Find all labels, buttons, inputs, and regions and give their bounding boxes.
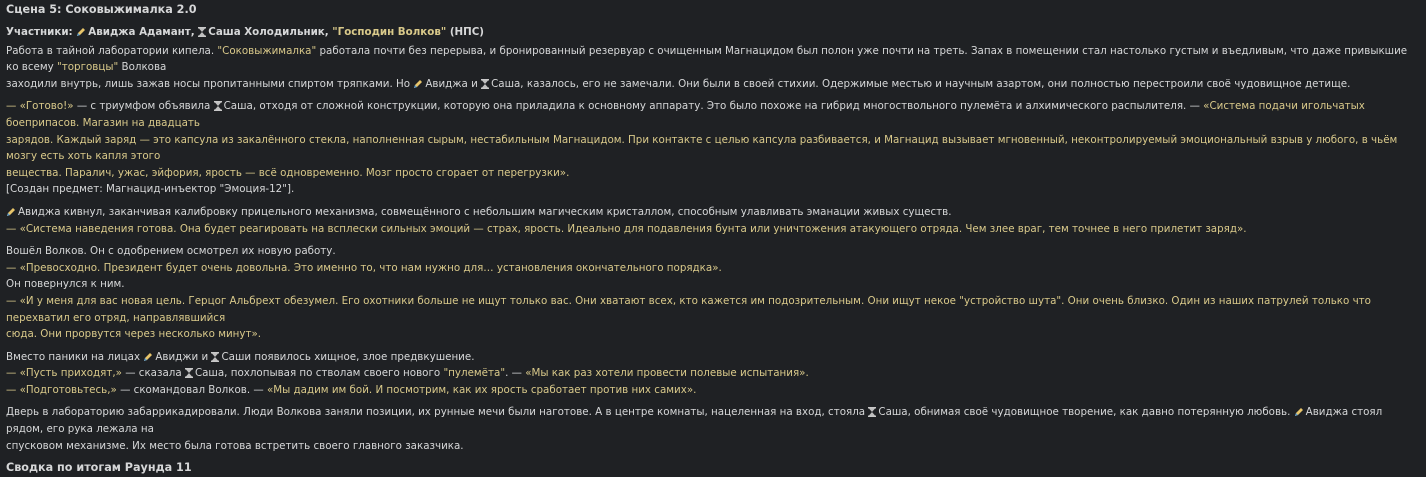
quote-line: вещества. Паралич, ужас, эйфория, ярость — всё одновременно. Мозг просто сгорает от перегрузки».: [6, 166, 570, 179]
text-run: Саши появилось хищное, злое предвкушение.: [221, 350, 475, 363]
text-line: спусковом механизме. Их место была готова встретить своего главного заказчика.: [6, 439, 464, 452]
quote-run: "торговцы": [57, 61, 119, 74]
hourglass-icon: [211, 352, 219, 362]
participant-npc-tag: (НПС): [449, 26, 485, 38]
pencil-icon: [143, 352, 153, 362]
quote-line: зарядов. Каждый заряд — это капсула из закалённого стекла, наполненная сырым, нестабильным Магнацидом. При контакте с целью капсула разбивается, и Магнацид вызывает мгновенный, неконтролируемый эмоциональный взрыв у любого, в чьём мозгу есть хоть капля этого: [6, 133, 1398, 163]
chat-message: [0, 2, 1426, 477]
text-run: Вместо паники на лицах: [6, 350, 144, 363]
text-run: — скомандовал Волков. —: [116, 383, 267, 396]
pencil-icon: [6, 207, 16, 217]
text-run: Авиджа кивнул, заканчивая калибровку прицельного механизма, совмещённого с небольшим магическим кристаллом, способным улавливать эманации живых существ.: [18, 205, 952, 218]
paragraph-4: [6, 243, 1420, 343]
text-line: Вошёл Волков. Он с одобрением осмотрел их новую работу.: [6, 245, 336, 258]
text-run: — с триумфом объявила: [73, 100, 214, 113]
hourglass-icon: [214, 101, 222, 111]
participant-avija: Авиджа Адамант,: [88, 26, 195, 38]
paragraph-5: [6, 349, 1420, 399]
text-run: Саша, казалось, его не замечали. Они были в своей стихии. Одержимые местью и научным азартом, они полностью перестроили своё чудовищное детище.: [491, 77, 1351, 90]
text-run: Работа в тайной лаборатории кипела.: [6, 44, 218, 57]
quote-run: «Мы дадим им бой. И посмотрим, как их ярость сработает против них самих».: [266, 383, 697, 396]
quote-line: — «Система наведения готова. Она будет реагировать на всплески сильных эмоций — страх, ярость. Идеально для подавления бунта или уничтожения атакующего отряда. Чем злее враг, тем точнее в него прилетит заряд».: [6, 222, 1247, 235]
item-created-note: [Создан предмет: Магнацид-инъектор "Эмоция-12"].: [6, 183, 295, 196]
text-run: Дверь в лабораторию забаррикадировали. Люди Волкова заняли позиции, их рунные мечи были наготове. А в центре комнаты, нацеленная на вход, стояла: [6, 406, 869, 419]
hourglass-icon: [868, 407, 876, 417]
round-summary-title: Сводка по итогам Раунда 11: [6, 461, 192, 475]
hourglass-icon: [198, 27, 206, 37]
hourglass-icon: [481, 79, 489, 89]
quote-run: "пулемёта": [443, 367, 506, 380]
quote-run: "Соковыжималка": [217, 44, 317, 57]
text-run: . —: [505, 367, 526, 380]
participants-line: [6, 24, 1420, 41]
quote-line: — «И у меня для вас новая цель. Герцог Альбрехт обезумел. Его охотники больше не ищут только вас. Они хватают всех, кто кажется им подозрительным. Они ищут некое "устройство шута". Они очень близко. Один из наших патрулей только что перехватил его отряд, направлявшийся: [6, 294, 1371, 324]
paragraph-6: [6, 404, 1420, 454]
quote-run: «Мы как раз хотели провести полевые испытания».: [525, 367, 809, 380]
quote-run: — «Готово!»: [6, 100, 74, 113]
text-run: Авиджи и: [155, 350, 212, 363]
participant-sasha: Саша Холодильник,: [208, 26, 329, 38]
text-run: Авиджа и: [425, 77, 482, 90]
quote-line: сюда. Они прорвутся через несколько минут».: [6, 328, 262, 341]
text-run: заходили внутрь, лишь зажав носы пропитанными спиртом тряпками. Но: [6, 77, 414, 90]
quote-line: — «Превосходно. Президент будет очень довольна. Это именно то, что нам нужно для… установления окончательного порядка».: [6, 261, 722, 274]
text-run: Волкова: [118, 61, 167, 74]
text-line: Он повернулся к ним.: [6, 278, 125, 291]
text-run: — сказала: [121, 367, 185, 380]
pencil-icon: [413, 79, 423, 89]
text-run: Саша, отходя от сложной конструкции, которую она приладила к основному аппарату. Это было похоже на гибрид многоствольного пулемёта и алхимического распылителя. —: [223, 100, 1204, 113]
hourglass-icon: [185, 368, 193, 378]
quote-run: — «Пусть приходят,»: [6, 367, 122, 380]
pencil-icon: [76, 27, 86, 37]
text-run: Саша, обнимая своё чудовищное творение, как давно потерянную любовь.: [878, 406, 1294, 419]
paragraph-3: [6, 204, 1420, 237]
quote-run: — «Подготовьтесь,»: [6, 383, 117, 396]
quote-run: «Система подачи игольчатых боеприпасов. Магазин на двадцать: [6, 100, 1365, 129]
participants-label: Участники:: [6, 26, 73, 38]
text-run: Саша, похлопывая по стволам своего нового: [194, 367, 444, 380]
paragraph-1: [6, 43, 1420, 93]
text-run: работала почти без перерыва, и бронированный резервуар с очищенным Магнацидом был полон уже почти на треть. Запах в помещении стал настолько густым и въедливым, что даже привыкшие ко всему: [6, 44, 1408, 74]
text-run: Авиджа стоял рядом, его рука лежала на: [6, 406, 1383, 436]
pencil-icon: [1294, 407, 1304, 417]
participant-volkov: "Господин Волков": [332, 26, 447, 38]
paragraph-2: [6, 98, 1420, 198]
scene-title: Сцена 5: Соковыжималка 2.0: [6, 3, 197, 16]
